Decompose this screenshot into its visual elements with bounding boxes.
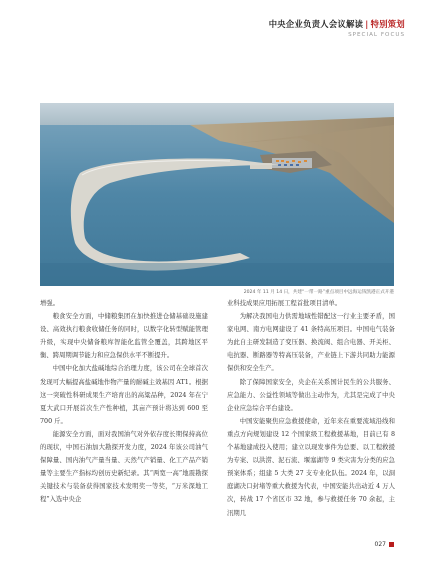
port-aerial-image — [40, 103, 394, 286]
paragraph: 增强。 — [40, 300, 60, 307]
header-column-title: 中央企业负责人会议解读 — [268, 19, 364, 29]
left-column — [40, 297, 208, 507]
header-subtitle: SPECIAL FOCUS — [348, 32, 405, 38]
port-photo — [40, 103, 394, 286]
photo-caption: 2024 年 11 月 14 日，共建“一带一路”重点项目中远海运钱凯港正式开港 — [243, 290, 394, 295]
paragraph: 能源安全方面，面对我国油气对外依存度长期保持高位的现状，中国石油加大勘探开发力度，2024 年该公司油气保障量、国内油气产量当量、天然气产销量、化工产品产销量等主要生产指标均创历史新纪录。其“两宽一高”地震勘探关键技术与装备获得国家技术发明奖一等奖，“万米深地工程”入选中央企 — [40, 430, 208, 504]
right-column — [227, 297, 395, 520]
header-separator: | — [365, 19, 369, 29]
header-title — [269, 18, 405, 30]
running-header — [40, 18, 405, 42]
page-marker-icon — [389, 542, 394, 547]
paragraph: 粮食安全方面，中储粮集团在加快推进仓储基础设施建设、高效执行粮食收储任务的同时，以数字化转型赋能管理升级，实现中央储备粮库智能化监管全覆盖，其跨地区平衡、跨周期调节能力和应急保供水平不断提升。 — [40, 313, 208, 360]
paragraph: 除了保障国家安全，央企在关系国计民生的公共服务、应急能力、公益性领域等做出主动作为，尤其是完成了中央企业应急综合平台建设。 — [227, 378, 395, 412]
header-section: 特别策划 — [370, 19, 405, 29]
page-number — [375, 541, 394, 548]
page-number-text: 027 — [374, 541, 386, 548]
paragraph: 中国中化加大盐碱地综合治理力度，该公司在全球首次发现可大幅提高盐碱地作物产量的耐碱主效基因 AT1。根据这一突破性科研成果生产培育出的高粱品种，2024 年在宁夏大武口开展首次生产性种植，其亩产预计将达到 600 至 700 斤。 — [40, 365, 208, 425]
paragraph: 为解决我国电力供需地域性错配这一行业主要矛盾，国家电网、南方电网建设了 41 条特高压项目。中国电气装备为此自主研发制造了变压器、换流阀、组合电器、开关柜、电抗器、断路器等特高压装备，产业链上下游共同助力能源保供和安全生产。 — [227, 313, 395, 373]
paragraph: 业科技成果应用拓展工程首批项目清单。 — [227, 300, 342, 307]
paragraph: 中国安能聚焦应急救援使命，近年来在重要流域沿线和重点方向规划建设 12 个国家级工程救援基地，目前已有 8 个基地建成投入使用；建立以现发事件为总要、以工程救援为专案、以洪涝、泥石流、堰塞湖等 9 类灾害为分类的应急预案体系；组建 5 大类 27 支专业化队伍。2024 年，以洞庭湖决口封堵等重大救援为代表，中国安能共出动近 4 万人次，转战 17 个省区市 32 地，参与救援任务 70 余起，主汛期几 — [227, 417, 395, 517]
